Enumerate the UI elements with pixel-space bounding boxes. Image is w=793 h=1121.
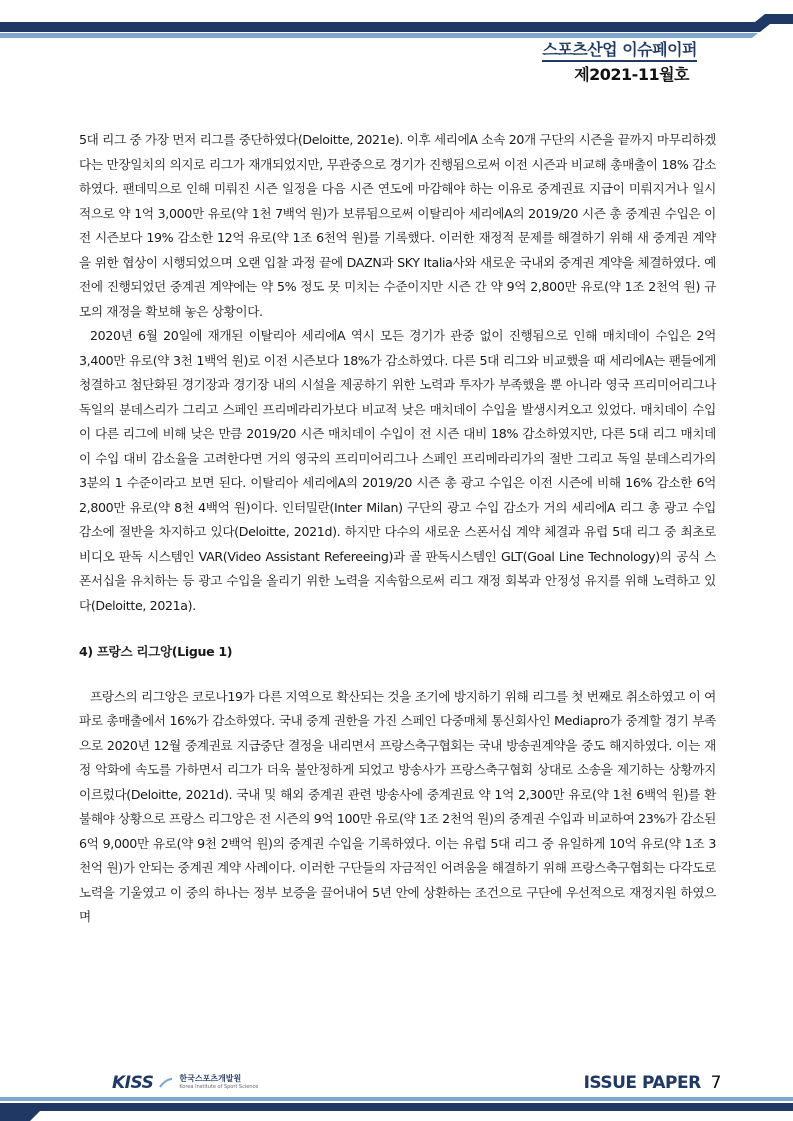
issue-paper-label: ISSUE PAPER: [583, 1073, 701, 1093]
footer-label: [584, 1073, 721, 1093]
org-name-english: Korea Institute of Sport Science: [179, 1084, 259, 1090]
body-paragraph: 프랑스의 리그앙은 코로나19가 다른 지역으로 확산되는 것을 조기에 방지하기 위해 리그를 첫 번째로 취소하였고 이 여파로 총매출에서 16%가 감소하였다. 국내 중계 권한을 가진 스페인 다중매체 통신회사인 Mediapro가 중계할 경기 부족으로 2020년 12월 중계권료 지급중단 결정을 내리면서 프랑스축구협회는 국내 방송권계약을 중도 해지하였다. 이는 재정 악화에 속도를 가하면서 리그가 더욱 불안정하게 되었고 방송사가 프랑스축구협회 상대로 소송을 제기하는 상황까지 이르렀다(Deloitte, 2021d). 국내 및 해외 중계권 관련 방송사에 중계권료 약 1억 2,300만 유로(약 1천 6백억 원)를 환불해야 상황으로 프랑스 리그앙은 전 시즌의 9억 100만 유로(약 1조 2천억 원)의 중계권 수입과 비교하여 23%가 감소된 6억 9,000만 유로(약 9천 2백억 원)의 중계권 수입을 기록하였다. 이는 유럽 5대 리그 중 유일하게 10억 유로(약 1조 3천억 원)가 안되는 중계권 계약 사례이다. 이러한 구단들의 자금적인 어려움을 해결하기 위해 프랑스축구협회는 다각도로 노력을 기울였고 이 중의 하나는 정부 보증을 끌어내어 5년 안에 상환하는 조건으로 구단에 우선적으로 재정지원 하였으며: [79, 688, 716, 924]
kiss-logo-text: KISS: [112, 1073, 154, 1093]
body-paragraph: 2020년 6월 20일에 재개된 이탈리아 세리에A 역시 모든 경기가 관중 없이 진행됨으로 인해 매치데이 수입은 2억 3,400만 유로(약 3천 1백억 원)로 이전 시즌보다 18%가 감소하였다. 다른 5대 리그와 비교했을 때 세리에A는 팬들에게 청결하고 첨단화된 경기장과 경기장 내의 시설을 제공하기 위한 노력과 투자가 부족했을 뿐 아니라 영국 프리미어리그나 독일의 분데스리가 그리고 스페인 프리메라리가보다 비교적 낮은 매치데이 수입을 발생시켜오고 있었다. 매치데이 수입이 다른 리그에 비해 낮은 만큼 2019/20 시즌 매치데이 수입이 전 시즌 대비 18% 감소하였지만, 다른 5대 리그 매치데이 수입 대비 감소율을 고려한다면 거의 영국의 프리미어리그나 스페인 프리메라리가의 절반 그리고 독일 분데스리가의 3분의 1 수준이라고 보면 된다. 이탈리아 세리에A의 2019/20 시즌 총 광고 수입은 이전 시즌에 비해 16% 감소한 6억 2,800만 유로(약 8천 4백억 원)이다. 인터밀란(Inter Milan) 구단의 광고 수입 감소가 거의 세리에A 리그 총 광고 수입 감소에 절반을 차지하고 있다(Deloitte, 2021d). 하지만 다수의 새로운 스폰서십 계약 체결과 유럽 5대 리그 중 최초로 비디오 판독 시스템인 VAR(Video Assistant Refereeing)과 골 판독시스템인 GLT(Goal Line Technology)의 공식 스폰서십을 유치하는 등 광고 수입을 올리기 위한 노력을 지속함으로써 리그 재정 회복과 안정성 유지를 위해 노력하고 있다(Deloitte, 2021a).: [79, 328, 716, 613]
issue-number: 제2021-11월호: [574, 65, 689, 84]
body-paragraph: 5대 리그 중 가장 먼저 리그를 중단하였다(Deloitte, 2021e). 이후 세리에A 소속 20개 구단의 시즌을 끝까지 마무리하겠다는 만장일치의 의지로 리그가 재개되었지만, 무관중으로 경기가 진행됨으로써 이전 시즌과 비교해 총매출이 18% 감소하였다. 팬데믹으로 인해 미뤄진 시즌 일정을 다음 시즌 연도에 마감해야 하는 이유로 중계권료 지급이 미뤄지거나 일시적으로 약 1억 3,000만 유로(약 1천 7백억 원)가 보류됨으로써 이탈리아 세리에A의 2019/20 시즌 총 중계권 수입은 이전 시즌보다 19% 감소한 12억 유로(약 1조 6천억 원)를 기록했다. 이러한 재정적 문제를 해결하기 위해 새 중계권 계약을 위한 협상이 시행되었으며 오랜 입찰 과정 끝에 DAZN과 SKY Italia사와 새로운 국내외 중계권 계약을 체결하였다. 예전에 진행되었던 중계권 계약에는 약 5% 정도 못 미치는 수준이지만 시즌 간 약 9억 2,800만 유로(약 1조 2천억 원) 규모의 재정을 확보해 놓은 상황이다.: [79, 132, 716, 319]
header-decorative-bar: [0, 0, 793, 40]
page-number: 7: [710, 1073, 721, 1093]
section-heading: 4) 프랑스 리그앙(Ligue 1): [79, 644, 233, 659]
footer-decorative-bar: [0, 1094, 793, 1121]
article-body: [79, 128, 716, 930]
kiss-logo: [112, 1073, 258, 1093]
org-name-korean: 한국스포츠개발원: [179, 1074, 242, 1083]
publication-title: 스포츠산업 이슈페이퍼: [542, 37, 697, 60]
swoosh-icon: [159, 1078, 173, 1088]
